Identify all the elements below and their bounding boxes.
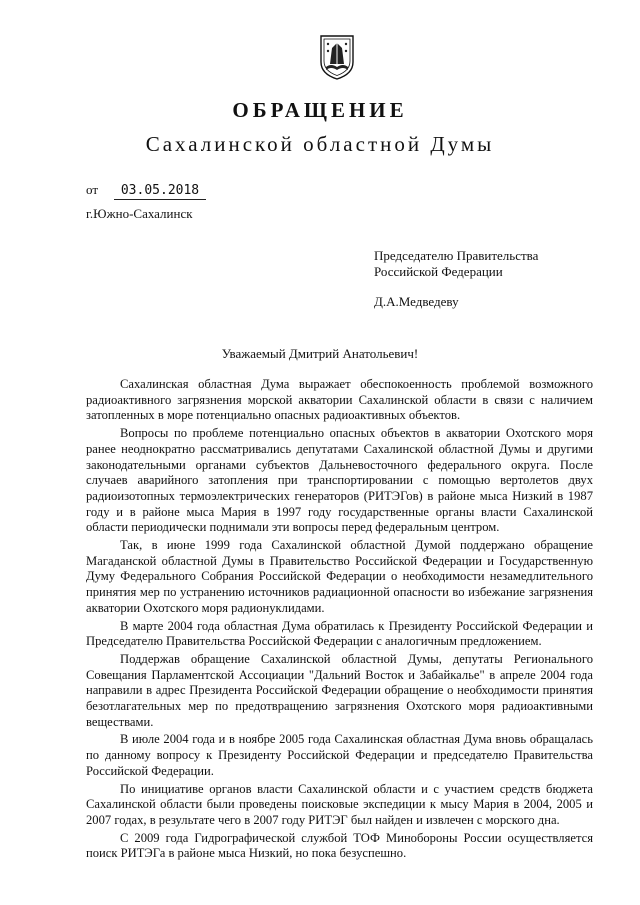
document-body (86, 377, 593, 864)
salutation: Уважаемый Дмитрий Анатольевич! (221, 346, 419, 361)
paragraph: С 2009 года Гидрографической службой ТОФ Минобороны России осуществляется поиск РИТЭГа в районе мыса Низкий, но пока безуспешно. (86, 830, 593, 861)
addressee-position: Председателю Правительства (374, 248, 539, 263)
paragraph: Поддержав обращение Сахалинской областной Думы, депутаты Регионального Совещания Парламентской Ассоциации "Дальний Восток и Забайкалье" в апреле 2004 года направили в адрес Президента Российской Федерации обращение о необходимости принятия безотлагательных мер по предотвращению загрязнения Охотского моря радиоактивными веществами. (86, 651, 593, 729)
paragraph: В июле 2004 года и в ноябре 2005 года Сахалинская областная Дума вновь обращалась по данному вопросу к Президенту Российской Федерации и председателю Правительства Российской Федерации. (86, 732, 593, 778)
date-label: от (86, 182, 99, 197)
document-date: 03.05.2018 (114, 183, 206, 200)
coat-of-arms-icon (318, 34, 356, 80)
document-subtitle: Сахалинской областной Думы (145, 132, 495, 156)
addressee-name: Д.А.Медведеву (374, 294, 459, 309)
addressee-block (374, 248, 538, 280)
city-name: г.Южно-Сахалинск (86, 206, 193, 221)
document-title: ОБРАЩЕНИЕ (232, 98, 408, 122)
date-line (86, 182, 206, 200)
paragraph: Сахалинская областная Дума выражает обеспокоенность проблемой возможного радиоактивного загрязнения морской акватории Сахалинской области в связи с наличием затопленных в море потенциально опасных радиоактивных объектов. (86, 377, 593, 423)
paragraph: В марте 2004 года областная Дума обратилась к Президенту Российской Федерации и Председателю Правительства Российской Федерации с аналогичным предложением. (86, 618, 593, 649)
paragraph: Так, в июне 1999 года Сахалинской областной Думой поддержано обращение Магаданской областной Думы в Правительство Российской Федерации и Государственную Думу Федерального Собрания Российской Федерации о необходимости незамедлительного принятия мер по устранению источников радиационной опасности во избежание загрязнения акватории Охотского моря радионуклидами. (86, 538, 593, 615)
paragraph: Вопросы по проблеме потенциально опасных объектов в акватории Охотского моря ранее неоднократно рассматривались депутатами Сахалинской областной Думы и другими законодательными органами субъектов Дальневосточного федерального округа. После случаев аварийного затопления при транспортировании с помощью вертолетов двух радиоизотопных термоэлектрических генераторов (РИТЭГов) в районе мыса Низкий в 1987 году и в районе мыса Мария в 1997 году государственные органы власти Сахалинской области периодически поднимали эти вопросы перед федеральным центром. (86, 426, 593, 535)
addressee-organization: Российской Федерации (374, 264, 503, 279)
paragraph: По инициативе органов власти Сахалинской области и с участием средств бюджета Сахалинской области были проведены поисковые экспедиции к мысу Мария в 2004, 2005 и 2007 годах, в результате чего в 2007 году РИТЭГ был найден и извлечен с морского дна. (86, 781, 593, 827)
